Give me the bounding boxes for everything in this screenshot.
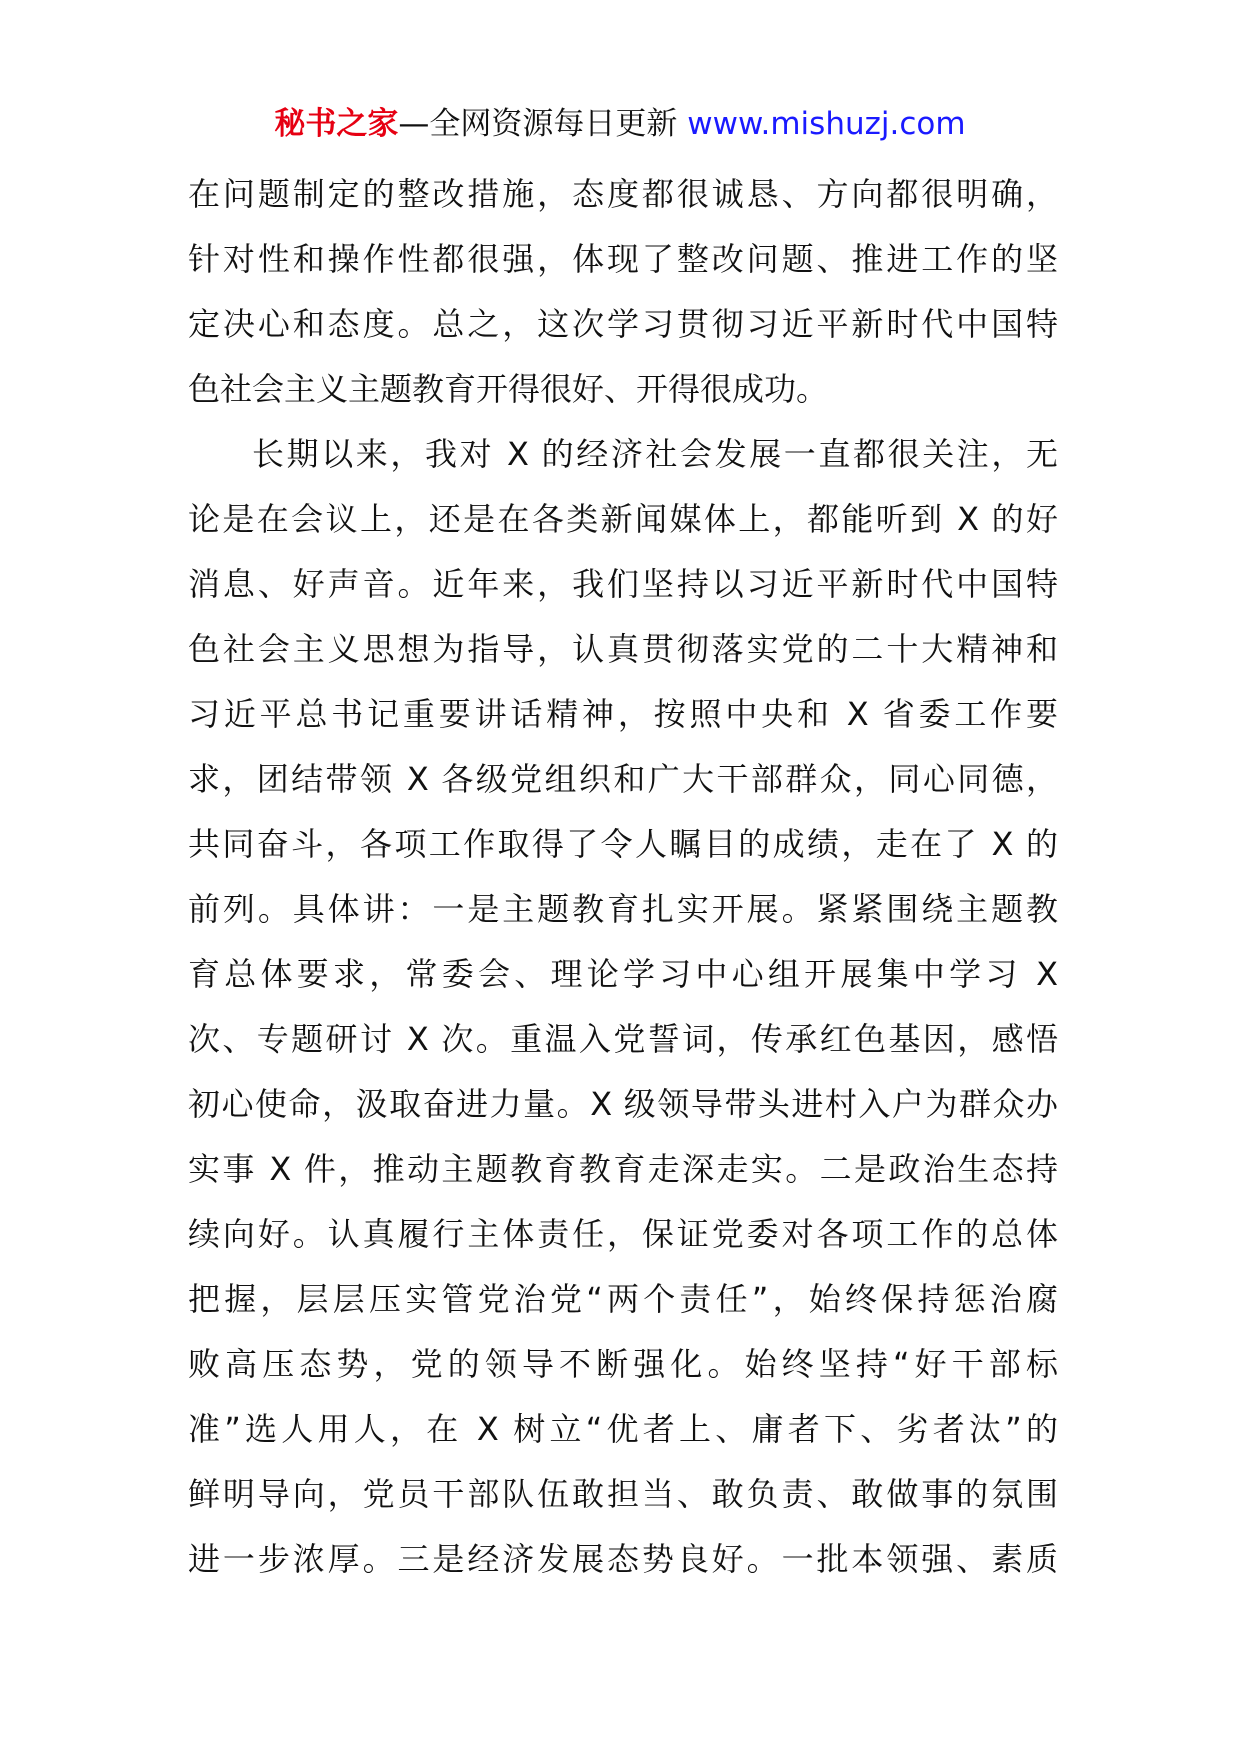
- text-line: 鲜明导向，党员干部队伍敢担当、敢负责、敢做事的氛围: [188, 1475, 1058, 1513]
- text-line: 准”选人用人，在 X 树立“优者上、庸者下、劣者汰”的: [188, 1410, 1058, 1448]
- text-line: 消息、好声音。近年来，我们坚持以习近平新时代中国特: [188, 565, 1058, 603]
- text-line: 实事 X 件，推动主题教育教育走深走实。二是政治生态持: [188, 1150, 1058, 1188]
- text-line: 败高压态势，党的领导不断强化。始终坚持“好干部标: [188, 1345, 1058, 1383]
- paragraph-2: [188, 422, 1058, 1592]
- document-body: [188, 162, 1058, 1592]
- text-line: 进一步浓厚。三是经济发展态势良好。一批本领强、素质: [188, 1540, 1058, 1578]
- text-line: 次、专题研讨 X 次。重温入党誓词，传承红色基因，感悟: [188, 1020, 1058, 1058]
- text-line: 求，团结带领 X 各级党组织和广大干部群众，同心同德，: [188, 760, 1058, 798]
- site-brand: 秘书之家: [274, 106, 399, 142]
- text-line: 定决心和态度。总之，这次学习贯彻习近平新时代中国特: [188, 305, 1058, 343]
- text-line: 把握，层层压实管党治党“两个责任”，始终保持惩治腐: [188, 1280, 1058, 1318]
- text-line: 续向好。认真履行主体责任，保证党委对各项工作的总体: [188, 1215, 1058, 1253]
- text-line: 色社会主义主题教育开得很好、开得很成功。: [188, 370, 829, 408]
- text-line: 论是在会议上，还是在各类新闻媒体上，都能听到 X 的好: [188, 500, 1058, 538]
- site-tagline: —全网资源每日更新: [398, 106, 678, 142]
- text-line: 前列。具体讲：一是主题教育扎实开展。紧紧围绕主题教: [188, 890, 1058, 928]
- text-line: 在问题制定的整改措施，态度都很诚恳、方向都很明确，: [188, 175, 1058, 213]
- paragraph-1: [188, 162, 1058, 422]
- text-line: 育总体要求，常委会、理论学习中心组开展集中学习 X: [188, 955, 1058, 993]
- text-line: 长期以来，我对 X 的经济社会发展一直都很关注，无: [252, 435, 1058, 473]
- site-header: [0, 100, 1240, 148]
- text-line: 共同奋斗，各项工作取得了令人瞩目的成绩，走在了 X 的: [188, 825, 1058, 863]
- text-line: 针对性和操作性都很强，体现了整改问题、推进工作的坚: [188, 240, 1058, 278]
- site-url-link[interactable]: www.mishuzj.com: [687, 106, 966, 142]
- text-line: 初心使命，汲取奋进力量。X 级领导带头进村入户为群众办: [188, 1085, 1058, 1123]
- text-line: 色社会主义思想为指导，认真贯彻落实党的二十大精神和: [188, 630, 1058, 668]
- text-line: 习近平总书记重要讲话精神，按照中央和 X 省委工作要: [188, 695, 1058, 733]
